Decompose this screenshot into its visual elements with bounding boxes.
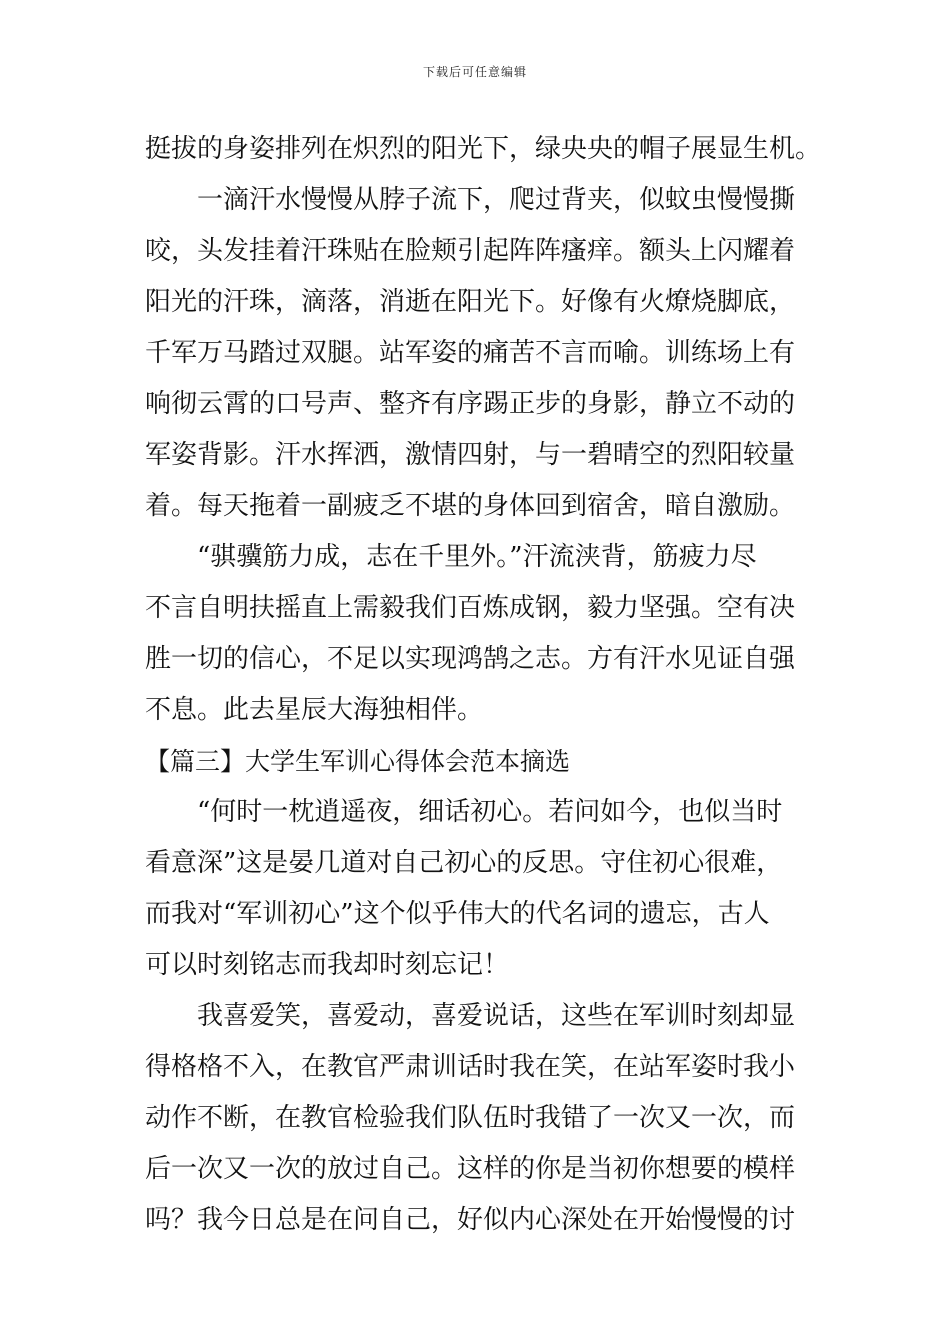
text-line: 我喜爱笑，喜爱动，喜爱说话，这些在军训时刻却显 (197, 1001, 796, 1031)
text-line: 响彻云霄的口号声、整齐有序踢正步的身影，静立不动的 (145, 389, 796, 419)
document-body (145, 124, 822, 1246)
text-line: 后一次又一次的放过自己。这样的你是当初你想要的模样 (145, 1154, 796, 1184)
text-line: 千军万马踏过双腿。站军姿的痛苦不言而喻。训练场上有 (145, 338, 796, 368)
text-line: “骐骥筋力成，志在千里外。”汗流浃背，筋疲力尽 (197, 542, 757, 572)
text-line: “何时一枕逍遥夜，细话初心。若问如今，也似当时 (197, 797, 783, 827)
text-line: 阳光的汗珠，滴落，消逝在阳光下。好像有火燎烧脚底， (145, 287, 796, 317)
text-line: 胜一切的信心，不足以实现鸿鹄之志。方有汗水见证自强 (145, 644, 796, 674)
text-line: 得格格不入，在教官严肃训话时我在笑，在站军姿时我小 (145, 1052, 796, 1082)
text-line: 不言自明扶摇直上需毅我们百炼成钢，毅力坚强。空有决 (145, 593, 796, 623)
text-line: 看意深”这是晏几道对自己初心的反思。守住初心很难， (145, 848, 783, 878)
text-line: 而我对“军训初心”这个似乎伟大的代名词的遗忘，古人 (145, 899, 770, 929)
section-heading: 【篇三】大学生军训心得体会范本摘选 (145, 747, 571, 776)
text-line: 不息。此去星辰大海独相伴。 (145, 695, 484, 725)
page-header: 下载后可任意编辑 (422, 65, 527, 79)
text-line: 吗？我今日总是在问自己，好似内心深处在开始慢慢的讨 (145, 1205, 796, 1235)
text-line: 可以时刻铭志而我却时刻忘记！ (145, 950, 510, 980)
text-line: 一滴汗水慢慢从脖子流下，爬过背夹，似蚊虫慢慢撕 (197, 185, 796, 215)
text-line: 着。每天拖着一副疲乏不堪的身体回到宿舍，暗自激励。 (145, 491, 796, 521)
text-line: 动作不断，在教官检验我们队伍时我错了一次又一次，而 (145, 1103, 796, 1133)
text-line: 军姿背影。汗水挥洒，激情四射，与一碧晴空的烈阳较量 (145, 440, 796, 470)
text-line: 挺拔的身姿排列在炽烈的阳光下，绿央央的帽子展显生机。 (145, 134, 822, 164)
text-line: 咬，头发挂着汗珠贴在脸颊引起阵阵瘙痒。额头上闪耀着 (145, 236, 796, 266)
